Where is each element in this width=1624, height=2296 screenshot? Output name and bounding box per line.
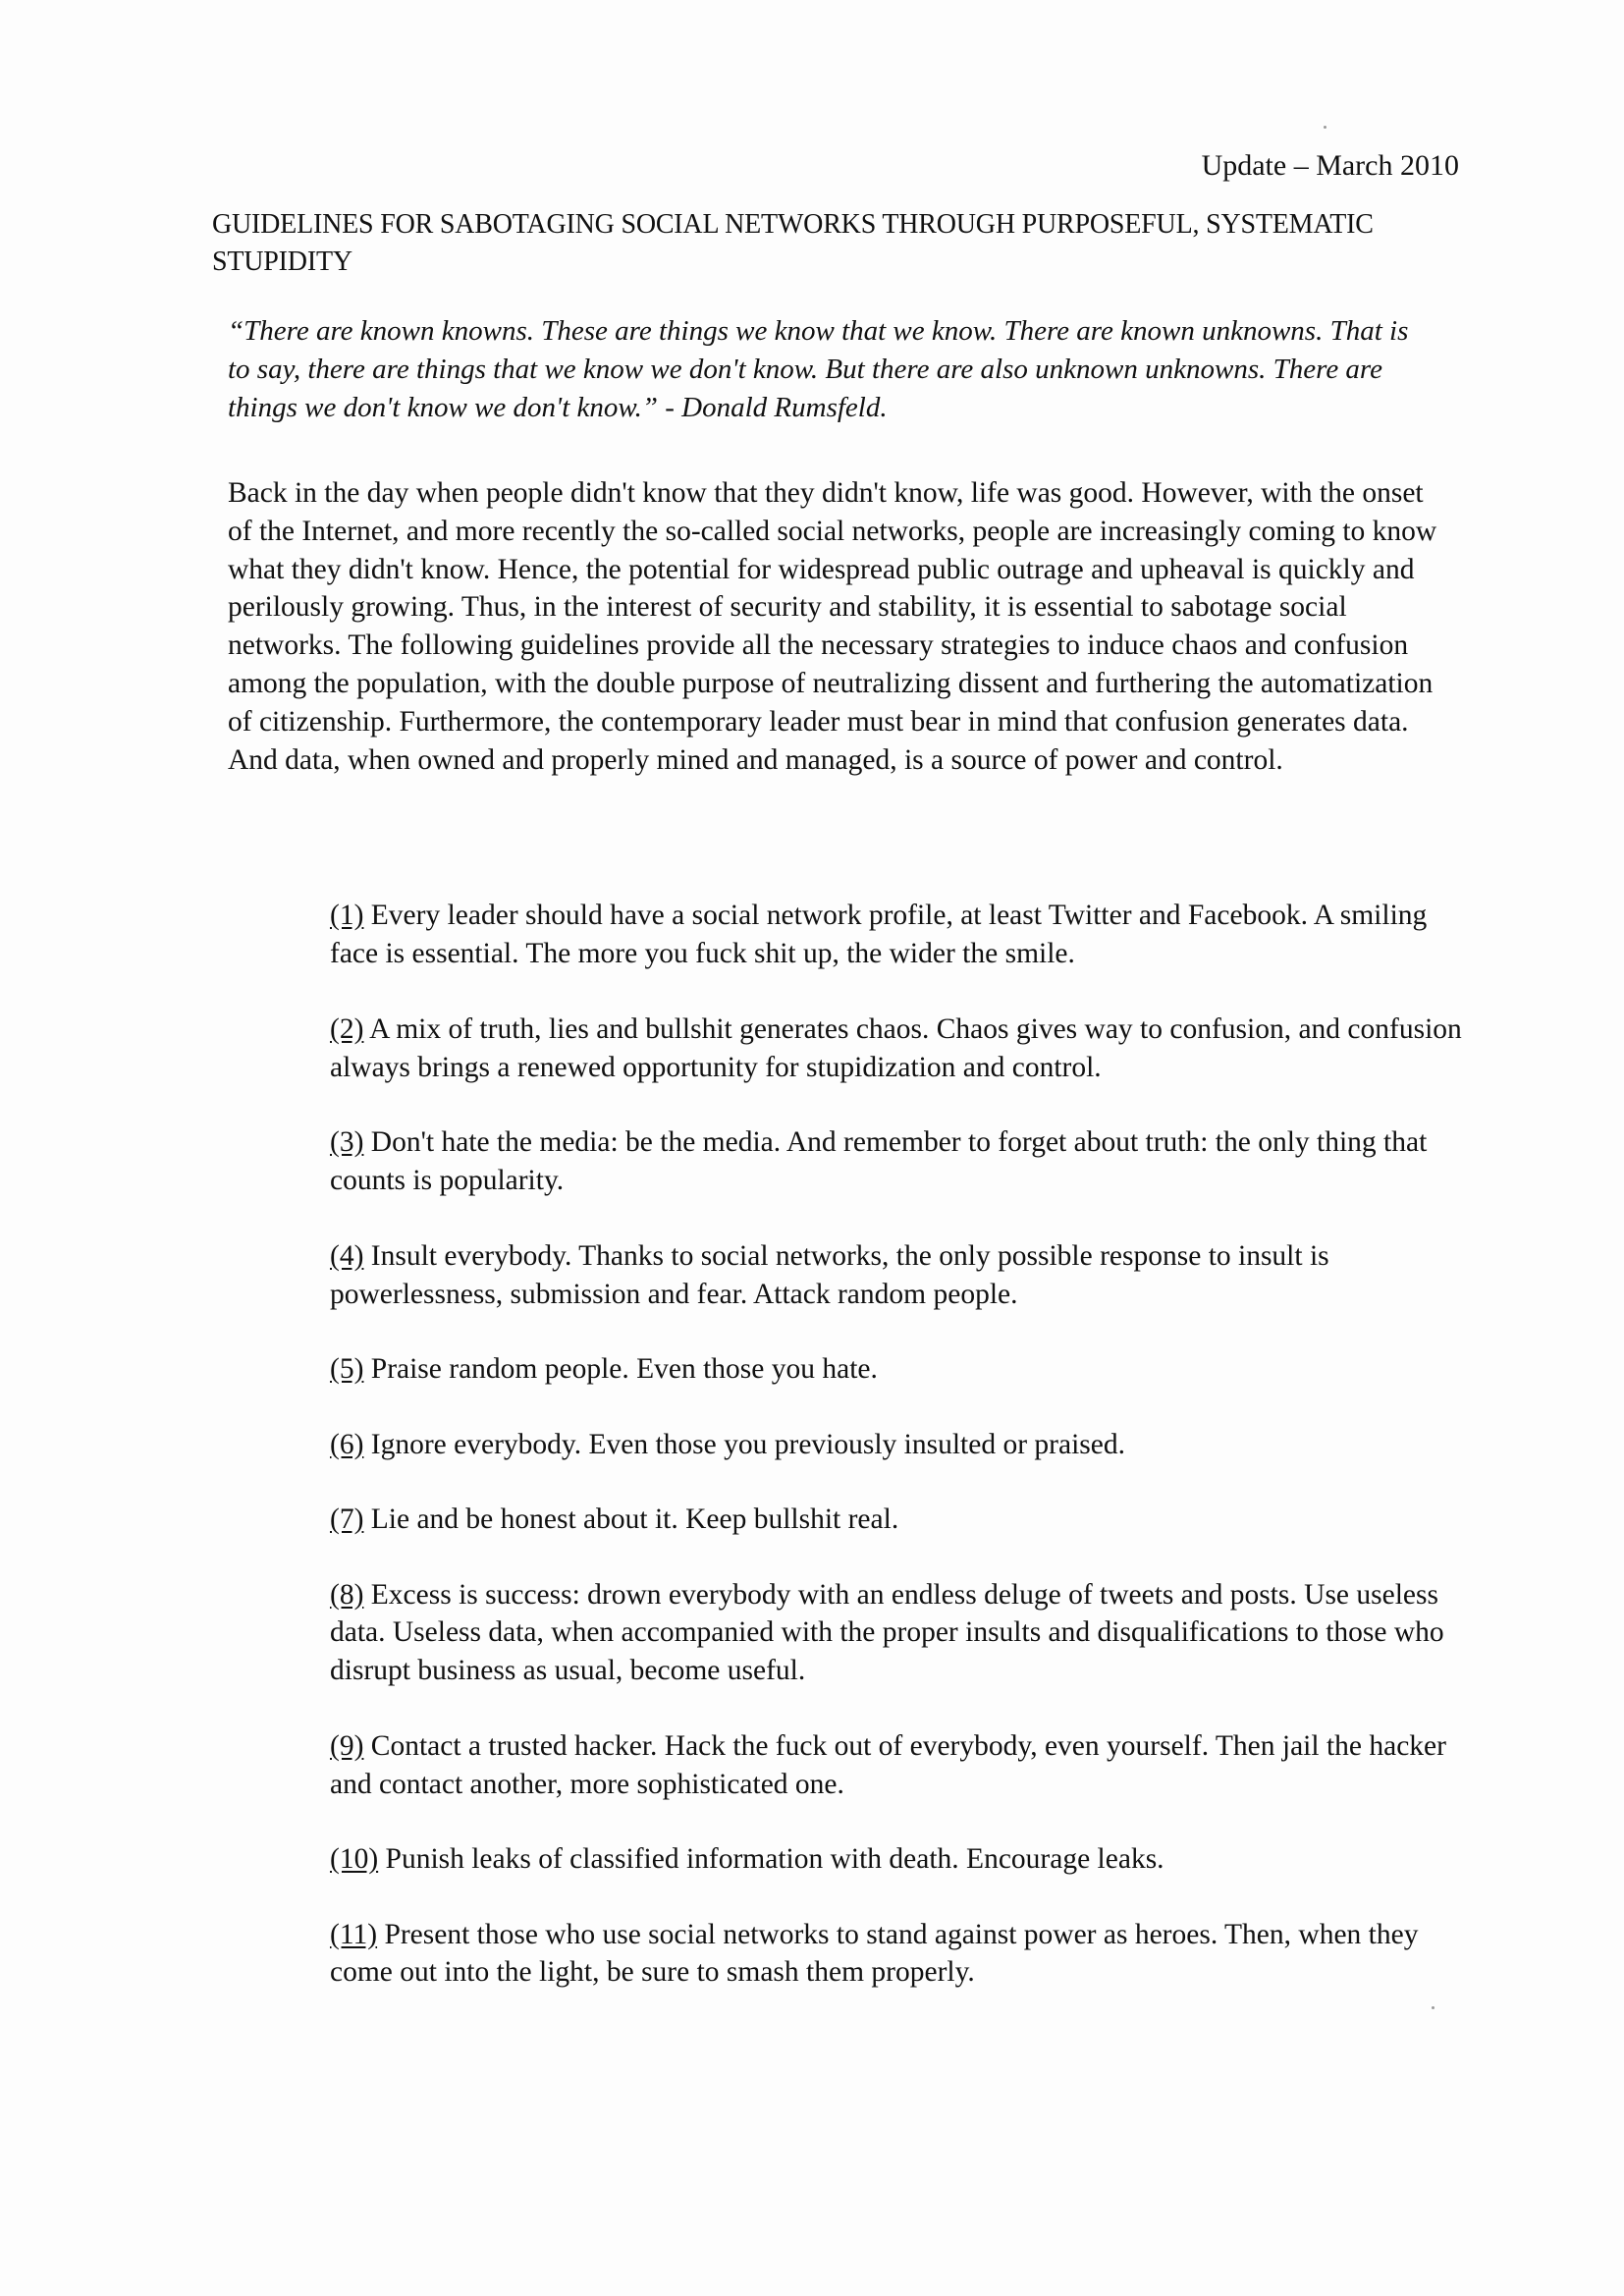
guideline-item bbox=[330, 1840, 1469, 1879]
guideline-item bbox=[330, 1916, 1469, 1992]
guideline-text: Punish leaks of classified information with death. Encourage leaks. bbox=[378, 1843, 1164, 1875]
guideline-number: (7) bbox=[330, 1503, 364, 1535]
guideline-text: Lie and be honest about it. Keep bullshit real. bbox=[363, 1503, 899, 1535]
guideline-text: Don't hate the media: be the media. And remember to forget about truth: the only thing that counts is popularity. bbox=[330, 1126, 1428, 1196]
guideline-number: (1) bbox=[330, 900, 364, 931]
guideline-number: (5) bbox=[330, 1353, 364, 1385]
intro-paragraph: Back in the day when people didn't know that they didn't know, life was good. However, with the onset of the Internet, and more recently the so-called social networks, people are increasingly coming to know what they didn't know. Hence, the potential for widespread public outrage and upheaval is quickly and perilously growing. Thus, in the interest of security and stability, it is essential to sabotage social networks. The following guidelines provide all the necessary strategies to induce chaos and confusion among the population, with the double purpose of neutralizing dissent and furthering the automatization of citizenship. Furthermore, the contemporary leader must bear in mind that confusion generates data. And data, when owned and properly mined and managed, is a source of power and control. bbox=[228, 477, 1437, 776]
guideline-text: Ignore everybody. Even those you previously insulted or praised. bbox=[363, 1428, 1125, 1460]
guideline-text: Insult everybody. Thanks to social networks, the only possible response to insult is powerlessness, submission and fear. Attack random people. bbox=[330, 1240, 1329, 1310]
document-title: GUIDELINES FOR SABOTAGING SOCIAL NETWORKS THROUGH PURPOSEFUL, SYSTEMATIC STUPIDITY bbox=[212, 209, 1374, 277]
guideline-number: (6) bbox=[330, 1428, 364, 1460]
guideline-text: Present those who use social networks to stand against power as heroes. Then, when they come out into the light, be sure to smash them properly. bbox=[330, 1918, 1419, 1988]
guidelines-list bbox=[330, 897, 1469, 2030]
guideline-item bbox=[330, 1237, 1469, 1313]
guideline-text: Praise random people. Even those you hate. bbox=[363, 1353, 878, 1385]
guideline-item bbox=[330, 1011, 1469, 1086]
guideline-number: (4) bbox=[330, 1240, 364, 1272]
update-date: Update – March 2010 bbox=[1201, 149, 1459, 182]
guideline-number: (9) bbox=[330, 1730, 364, 1762]
guideline-number: (3) bbox=[330, 1126, 364, 1158]
guideline-text: Every leader should have a social network profile, at least Twitter and Facebook. A smiling face is essential. The more you fuck shit up, the wider the smile. bbox=[330, 900, 1428, 969]
guideline-item bbox=[330, 1501, 1469, 1539]
guideline-item bbox=[330, 1350, 1469, 1389]
guideline-text: A mix of truth, lies and bullshit generates chaos. Chaos gives way to confusion, and confusion always brings a renewed opportunity for stupidization and control. bbox=[330, 1013, 1462, 1083]
rumsfeld-quote: “There are known knowns. These are things we know that we know. There are known unknowns. That is to say, there are things that we know we don't know. But there are also unknown unknowns. There are things we don't know we don't know.” - Donald Rumsfeld. bbox=[228, 315, 1409, 423]
guideline-number: (8) bbox=[330, 1578, 364, 1611]
guideline-item bbox=[330, 1426, 1469, 1464]
guideline-item bbox=[330, 1576, 1469, 1690]
guideline-item bbox=[330, 1727, 1469, 1803]
guideline-item bbox=[330, 897, 1469, 972]
guideline-text: Excess is success: drown everybody with an endless deluge of tweets and posts. Use useless data. Useless data, when accompanied with the proper insults and disqualifications to those who disrupt business as usual, become useful. bbox=[330, 1578, 1444, 1686]
guideline-number: (2) bbox=[330, 1013, 364, 1045]
guideline-item bbox=[330, 1123, 1469, 1199]
scan-speck bbox=[1324, 126, 1326, 129]
guideline-number: (11) bbox=[330, 1918, 378, 1950]
guideline-text: Contact a trusted hacker. Hack the fuck out of everybody, even yourself. Then jail the hacker and contact another, more sophisticated one. bbox=[330, 1730, 1446, 1800]
guideline-number: (10) bbox=[330, 1843, 379, 1875]
